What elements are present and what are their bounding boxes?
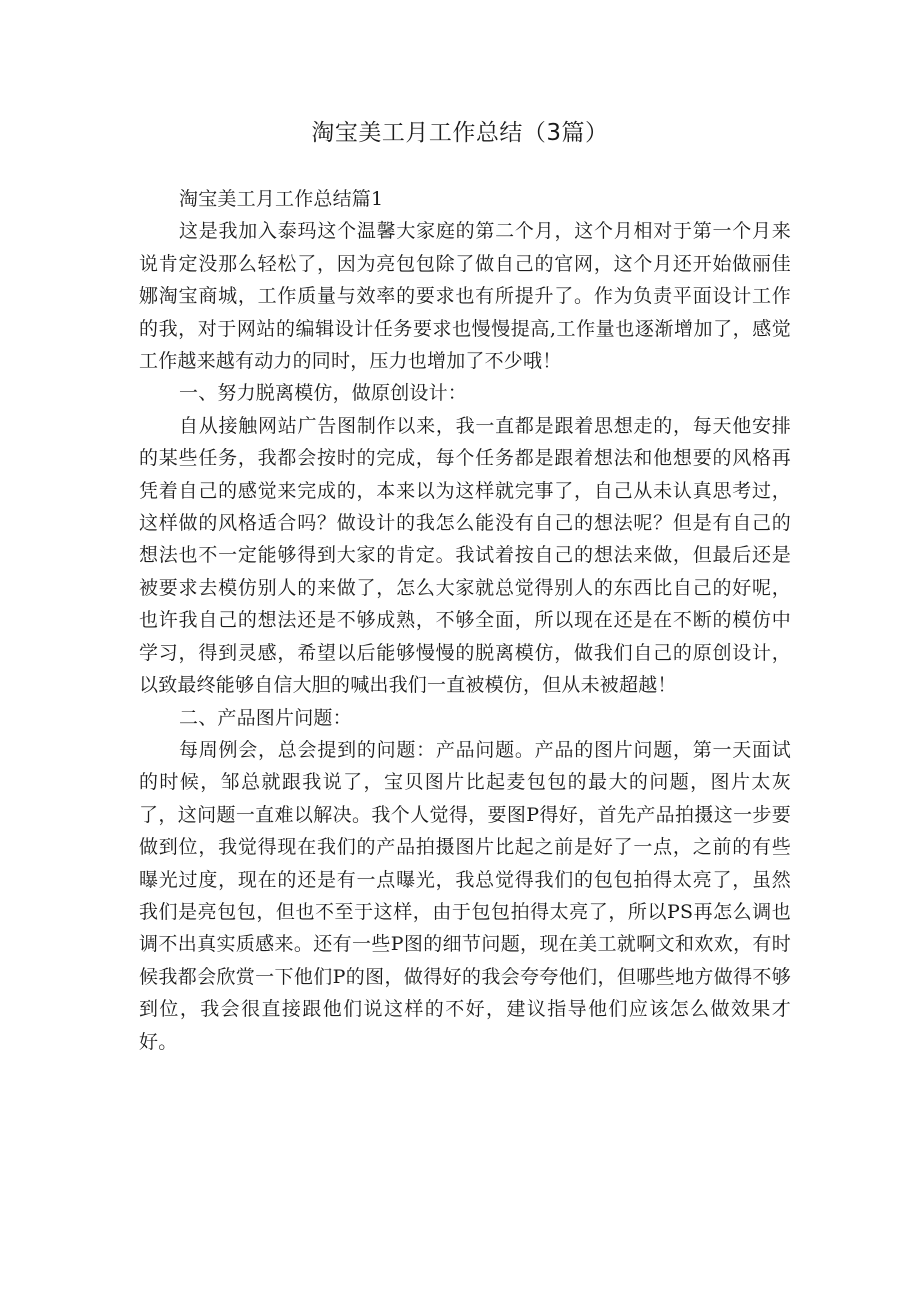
section-heading-part1: 淘宝美工月工作总结篇1	[179, 188, 384, 210]
document-body	[139, 183, 791, 1058]
paragraph-product-images: 每周例会，总会提到的问题：产品问题。产品的图片问题，第一天面试的时候，邹总就跟我说了，宝贝图片比起麦包包的最大的问题，图片太灰了，这问题一直难以解决。我个人觉得，要图P得好，首先产品拍摄这一步要做到位，我觉得现在我们的产品拍摄图片比起之前是好了一点，之前的有些曝光过度，现在的还是有一点曝光，我总觉得我们的包包拍得太亮了，虽然我们是亮包包，但也不至于这样，由于包包拍得太亮了，所以PS再怎么调也调不出真实质感来。还有一些P图的细节问题，现在美工就啊文和欢欢，有时候我都会欣赏一下他们P的图，做得好的我会夸夸他们，但哪些地方做得不够到位，我会很直接跟他们说这样的不好，建议指导他们应该怎么做效果才好。	[139, 738, 791, 1053]
section-heading-original-design: 一、努力脱离模仿，做原创设计：	[179, 382, 468, 405]
paragraph-original-design: 自从接触网站广告图制作以来，我一直都是跟着思想走的，每天他安排的某些任务，我都会按时的完成，每个任务都是跟着想法和他想要的风格再凭着自己的感觉来完成的，本来以为这样就完事了，自己从未认真思考过，这样做的风格适合吗？做设计的我怎么能没有自己的想法呢？但是有自己的想法也不一定能够得到大家的肯定。我试着按自己的想法来做，但最后还是被要求去模仿别人的来做了，怎么大家就总觉得别人的东西比自己的好呢，也许我自己的想法还是不够成熟，不够全面，所以现在还是在不断的模仿中学习，得到灵感，希望以后能够慢慢的脱离模仿，做我们自己的原创设计，以致最终能够自信大胆的喊出我们一直被模仿，但从未被超越！	[139, 414, 791, 697]
paragraph-intro: 这是我加入泰玛这个温馨大家庭的第二个月，这个月相对于第一个月来说肯定没那么轻松了，因为亮包包除了做自己的官网，这个月还开始做丽佳娜淘宝商城，工作质量与效率的要求也有所提升了。作为负责平面设计工作的我，对于网站的编辑设计任务要求也慢慢提高,工作量也逐渐增加了，感觉工作越来越有动力的同时，压力也增加了不少哦！	[139, 220, 791, 373]
section-heading-product-images: 二、产品图片问题：	[179, 706, 352, 729]
document-title: 淘宝美工月工作总结（3篇）	[311, 120, 609, 146]
